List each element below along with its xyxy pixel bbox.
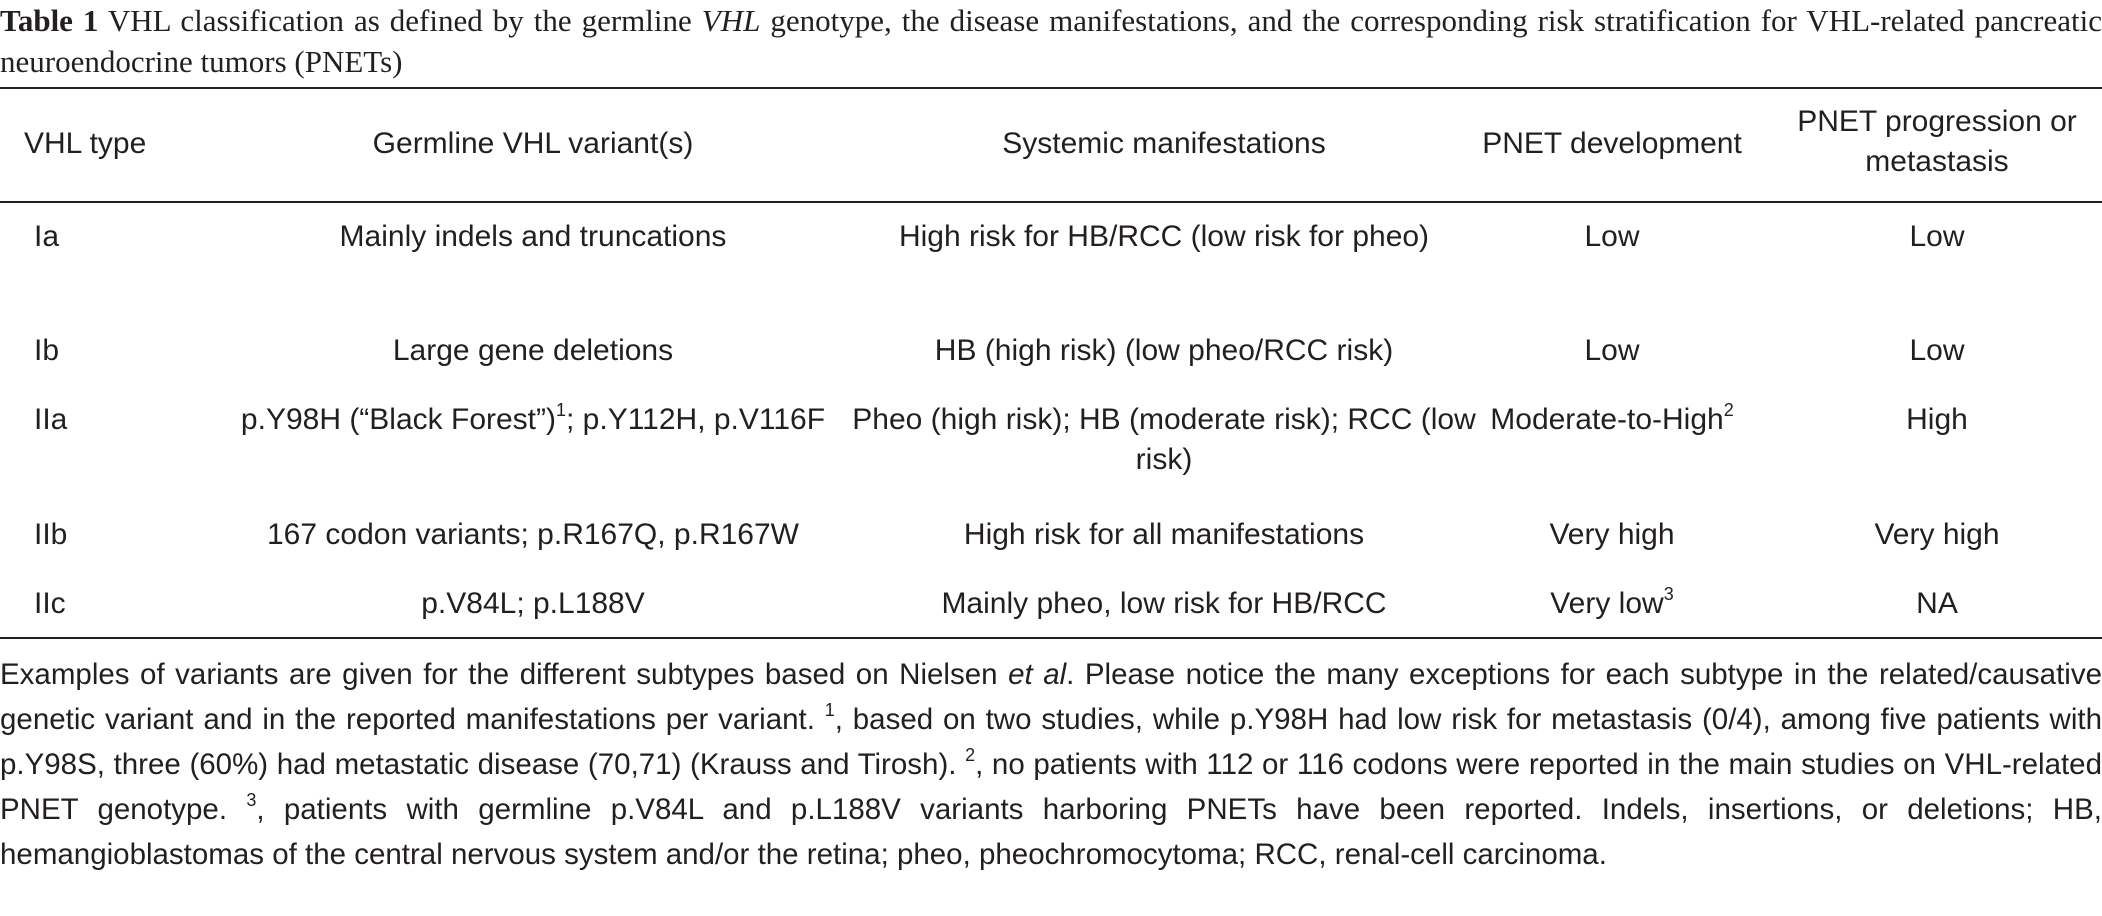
- row-iia-development-text: Moderate-to-High: [1490, 403, 1724, 436]
- row-iic-development: [1452, 584, 1772, 624]
- row-ib-systemic: HB (high risk) (low pheo/RCC risk): [934, 334, 1394, 367]
- row-ib-development: Low: [1584, 334, 1640, 367]
- row-iib-type: IIb: [34, 518, 68, 551]
- row-iic-variant: p.V84L; p.L188V: [421, 587, 645, 620]
- footnote-mark-1: 1: [824, 700, 835, 721]
- top-rule: [0, 87, 2102, 89]
- row-iic-development-footnote-mark: 3: [1663, 584, 1674, 604]
- row-ia-development: Low: [1584, 220, 1640, 253]
- row-iib-development: Very high: [1549, 518, 1675, 551]
- footnote-text-4: , no patients with 112 or 116 codons were reported in the main studies on VHL-related PNET genotype.: [0, 748, 2102, 826]
- header-rule: [0, 201, 2102, 203]
- header-vhl-type: VHL type: [24, 127, 147, 160]
- footnote-mark-3: 3: [246, 790, 257, 811]
- row-iia-systemic: Pheo (high risk); HB (moderate risk); RCC (low risk): [852, 403, 1476, 476]
- footnote-text-3: , based on two studies, while p.Y98H had low risk for metastasis (0/4), among five patients with p.Y98S, three (60%) had metastatic disease (70,71) (Krauss and Tirosh).: [0, 703, 2102, 781]
- row-iia-development: [1432, 400, 1792, 440]
- row-iia-variant-tail: ; p.Y112H, p.V116F: [566, 403, 826, 436]
- row-iia-type: IIa: [34, 403, 68, 436]
- row-iic-progression: NA: [1916, 587, 1958, 620]
- row-iia-development-footnote-mark: 2: [1723, 400, 1734, 420]
- row-iic-systemic: Mainly pheo, low risk for HB/RCC: [941, 587, 1387, 620]
- footnote-etal: et al: [1008, 658, 1067, 691]
- row-iia-variant-footnote-mark: 1: [556, 400, 567, 420]
- bottom-rule: [0, 637, 2102, 639]
- header-systemic-manifestations: Systemic manifestations: [1002, 127, 1326, 160]
- header-pnet-progression: PNET progression or metastasis: [1797, 105, 2077, 178]
- table-caption: [0, 0, 2102, 82]
- row-iia-progression: High: [1906, 403, 1968, 436]
- footnote-text-5: , patients with germline p.V84L and p.L188V variants harboring PNETs have been reported. Indels, insertions, or deletions; HB, hemangioblastomas of the central nervous system and/or the retina; pheo, pheochromocytoma; RCC, renal-cell carcinoma.: [0, 793, 2102, 871]
- row-ia-variant: Mainly indels and truncations: [339, 220, 727, 253]
- caption-text-1: VHL classification as defined by the germline: [98, 3, 702, 38]
- footnote-text-2: . Please notice the many exceptions for each subtype in the related/causative genetic variant and in the reported manifestations per variant.: [0, 658, 2102, 736]
- row-ia-type: Ia: [34, 220, 60, 253]
- row-iic-development-text: Very low: [1550, 587, 1664, 620]
- footnote-text-1: Examples of variants are given for the different subtypes based on Nielsen: [0, 658, 1009, 691]
- table-footnote: [0, 652, 2102, 877]
- row-iib-variant: 167 codon variants; p.R167Q, p.R167W: [267, 518, 799, 551]
- row-iib-systemic: High risk for all manifestations: [963, 518, 1365, 551]
- row-iib-progression: Very high: [1874, 518, 2000, 551]
- row-ia-progression: Low: [1909, 220, 1965, 253]
- row-ib-type: Ib: [34, 334, 60, 367]
- table-label: Table 1: [0, 3, 99, 38]
- caption-gene: VHL: [701, 3, 761, 38]
- caption-text-2: genotype, the disease manifestations, and the corresponding risk stratification for VHL-related pancreatic neuroendocrine tumors (PNETs): [0, 3, 2102, 79]
- row-ib-progression: Low: [1909, 334, 1965, 367]
- header-germline-variant: Germline VHL variant(s): [372, 127, 694, 160]
- header-pnet-development: PNET development: [1482, 127, 1742, 160]
- row-iia-variant-text: p.Y98H (“Black Forest”): [240, 403, 556, 436]
- row-ib-variant: Large gene deletions: [392, 334, 674, 367]
- row-iia-variant: [192, 400, 874, 440]
- row-ia-systemic: High risk for HB/RCC (low risk for pheo): [898, 220, 1430, 253]
- row-iic-type: IIc: [34, 587, 66, 620]
- footnote-mark-2: 2: [965, 745, 976, 766]
